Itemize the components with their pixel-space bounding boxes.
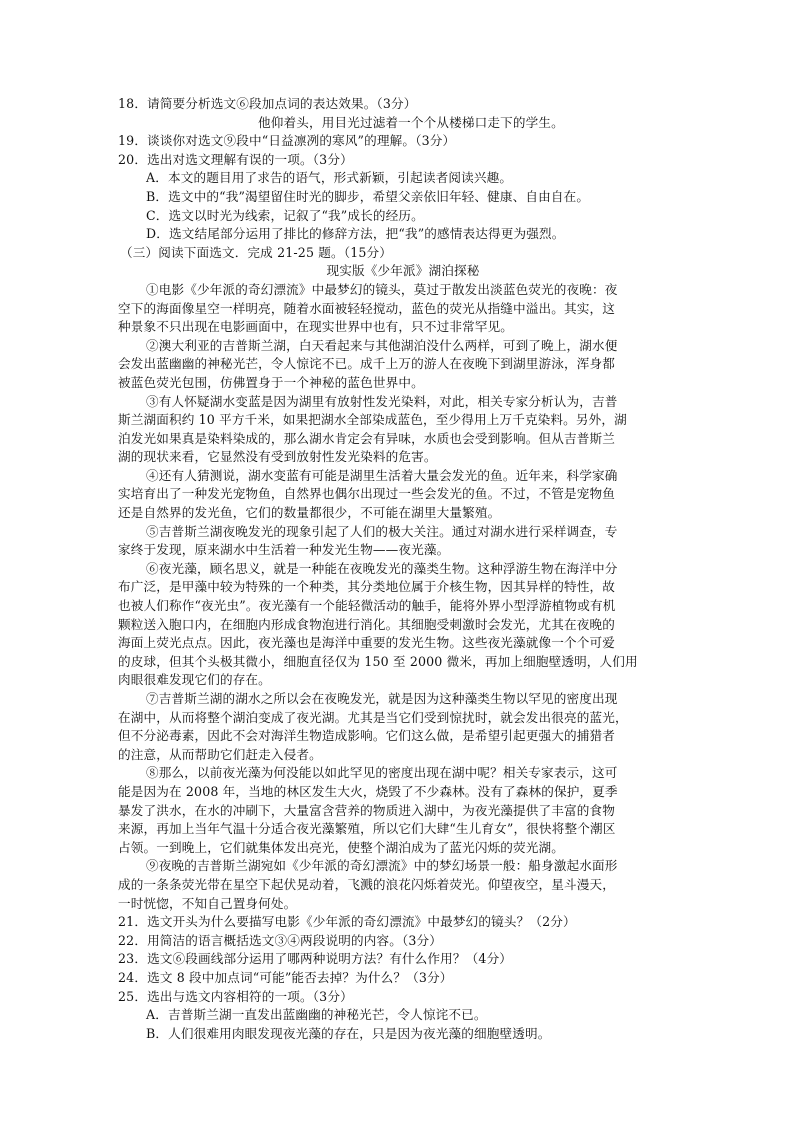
- paragraph-line: 肉眼很难发现它们的存在。: [118, 672, 271, 688]
- paragraph-line: 能是因为在 2008 年，当地的林区发生大火，烧毁了不少森林。没有了森林的保护，夏季: [118, 783, 618, 799]
- paragraph-line: 布广泛，是甲藻中较为特殊的一个种类，其分类地位属于介核生物，因其异样的特性，故: [118, 579, 616, 595]
- question-20-option-b: B．选文中的“我”渴望留住时光的脚步，希望父亲依旧年轻、健康、自由自在。: [146, 188, 590, 204]
- paragraph-line: 的注意，从而帮助它们赶走入侵者。: [118, 746, 322, 762]
- section-heading: （三）阅读下面选文．完成 21-25 题。（15分）: [120, 244, 393, 260]
- question-20: 20．选出对选文理解有误的一项。（3分）: [118, 151, 353, 167]
- paragraph-line: 暴发了洪水，在水的冲刷下，大量富含营养的物质进入湖中，为夜光藻提供了丰富的食物: [118, 802, 616, 818]
- paragraph-line: 也被人们称作“夜光虫”。夜光藻有一个能轻微活动的触手，能将外界小型浮游植物或有机: [118, 598, 616, 614]
- paragraph-line: 种景象不只出现在电影画面中，在现实世界中也有，只不过非常罕见。: [118, 319, 514, 335]
- question-25-option-b: B．人们很难用肉眼发现夜光藻的存在，只是因为夜光藻的细胞壁透明。: [146, 1025, 551, 1041]
- paragraph-6: [118, 560, 678, 690]
- paragraph-line: 但不分泌毒素，因此不会对海洋生物造成影响。它们这么做，是希望引起更强大的捕猎者: [118, 728, 616, 744]
- paragraph-line: ⑤吉普斯兰湖夜晚发光的现象引起了人们的极大关注。通过对湖水进行采样调查，专: [146, 523, 618, 539]
- question-19: 19．谈谈你对选文⑨段中“日益凛冽的寒风”的理解。（3分）: [118, 133, 456, 149]
- question-21: 21．选文开头为什么要描写电影《少年派的奇幻漂流》中最梦幻的镜头？（2分）: [118, 914, 576, 930]
- question-18: 18．请简要分析选文⑥段加点词的表达效果。（3分）: [118, 96, 417, 111]
- paragraph-line: 海面上荧光点点。因此，夜光藻也是海洋中重要的发光生物。这些夜光藻就像一个个可爱: [118, 635, 616, 651]
- question-20-option-a: A．本文的题目用了求告的语气，形式新颖，引起读者阅读兴趣。: [146, 170, 513, 186]
- paragraph-line: 湖的现状来看，它显然没有受到放射性发光染料的危害。: [118, 449, 437, 465]
- page-content: [118, 95, 678, 1043]
- paragraph-7: [118, 690, 678, 764]
- paragraph-line: 占领。一到晚上，它们就集体发出亮光，使整个湖泊成为了蓝光闪烁的荧光湖。: [118, 839, 565, 855]
- paragraph-4: [118, 467, 678, 523]
- question-24: 24．选文 8 段中加点词“可能”能否去掉？为什么？（3分）: [118, 969, 453, 985]
- paragraph-line: 一时恍惚，不知自己置身何处。: [118, 895, 297, 911]
- question-25: 25．选出与选文内容相符的一项。（3分）: [118, 988, 353, 1004]
- paragraph-line: 成的一条条荧光带在星空下起伏晃动着，飞溅的浪花闪烁着荧光。仰望夜空，星斗漫天，: [118, 876, 616, 892]
- paragraph-line: ⑧那么，以前夜光藻为何没能以如此罕见的密度出现在湖中呢？相关专家表示，这可: [146, 765, 618, 781]
- paragraph-line: 还是自然界的发光鱼，它们的数量都很少，不可能在湖里大量繁殖。: [118, 505, 501, 521]
- paragraph-line: ⑥夜光藻，顾名思义，就是一种能在夜晚发光的藻类生物。这种浮游生物在海洋中分: [146, 560, 618, 576]
- paragraph-line: ②澳大利亚的吉普斯兰湖，白天看起来与其他湖泊没什么两样，可到了晚上，湖水便: [146, 337, 618, 353]
- paragraph-line: 在湖中，从而将整个湖泊变成了夜光湖。尤其是当它们受到惊扰时，就会发出很亮的蓝光，: [118, 709, 628, 725]
- paragraph-line: 会发出蓝幽幽的神秘光芒，令人惊诧不已。成千上万的游人在夜晚下到湖里游泳，浑身都: [118, 356, 616, 372]
- paragraph-2: [118, 337, 678, 393]
- paragraph-line: ①电影《少年派的奇幻漂流》中最梦幻的镜头，莫过于散发出淡蓝色荧光的夜晚：夜: [146, 281, 618, 297]
- paragraph-line: ⑨夜晚的吉普斯兰湖宛如《少年派的奇幻漂流》中的梦幻场景一般：船身激起水面形: [146, 858, 618, 874]
- question-25-option-a: A．吉普斯兰湖一直发出蓝幽幽的神秘光芒，令人惊诧不已。: [146, 1007, 487, 1023]
- paragraph-line: 斯兰湖面积约 10 平方千米，如果把湖水全部染成蓝色，至少得用上万千克染料。另外，湖: [118, 412, 627, 428]
- paragraph-line: ⑦吉普斯兰湖的湖水之所以会在夜晚发光，就是因为这种藻类生物以罕见的密度出现: [146, 691, 618, 706]
- paragraph-line: ③有人怀疑湖水变蓝是因为湖里有放射性发光染料，对此，相关专家分析认为，吉普: [146, 393, 618, 409]
- article-title: 现实版《少年派》湖泊探秘: [326, 263, 480, 279]
- paragraph-3: [118, 393, 678, 467]
- question-18-quote: 他仰着头，用目光过滤着一个个从楼梯口走下的学生。: [258, 114, 564, 130]
- paragraph-line: ④还有人猜测说，湖水变蓝有可能是湖里生活着大量会发光的鱼。近年来，科学家确: [146, 467, 618, 483]
- paragraph-line: 来源，再加上当年气温十分适合夜光藻繁殖，所以它们大肆“生儿育女”，很快将整个潮区: [118, 821, 616, 837]
- question-20-option-c: C．选文以时光为线索，记叙了“我”成长的经历。: [146, 207, 424, 223]
- paragraph-5: [118, 523, 678, 560]
- paragraph-line: 的皮球，但其个头极其微小，细胞直径仅为 150 至 2000 微米，再加上细胞壁透明，人们用: [118, 653, 638, 669]
- paragraph-line: 实培育出了一种发光宠物鱼，自然界也偶尔出现过一些会发光的鱼。不过，不管是宠物鱼: [118, 486, 616, 502]
- paragraph-line: 空下的海面像星空一样明亮，随着水面被轻轻搅动，蓝色的荧光从指缝中溢出。其实，这: [118, 300, 616, 316]
- paragraph-line: 颗粒送入胞口内，在细胞内形成食物泡进行消化。其细胞受刺激时会发光，尤其在夜晚的: [118, 616, 616, 632]
- question-23: 23．选文⑥段画线部分运用了哪两种说明方法？有什么作用？（4分）: [118, 951, 513, 967]
- paragraph-line: 被蓝色荧光包围，仿佛置身于一个神秘的蓝色世界中。: [118, 374, 424, 390]
- paragraph-1: [118, 281, 678, 337]
- paragraph-line: 家终于发现，原来湖水中生活着一种发光生物——夜光藻。: [118, 542, 450, 558]
- question-22: 22．用简洁的语言概括选文③④两段说明的内容。（3分）: [118, 932, 443, 948]
- question-20-option-d: D．选文结尾部分运用了排比的修辞方法，把“我”的感情表达得更为强烈。: [146, 226, 565, 242]
- paragraph-8: [118, 764, 678, 857]
- paragraph-9: [118, 857, 678, 913]
- paragraph-line: 泊发光如果真是染料染成的，那么湖水肯定会有异味，水质也会受到影响。但从吉普斯兰: [118, 430, 616, 446]
